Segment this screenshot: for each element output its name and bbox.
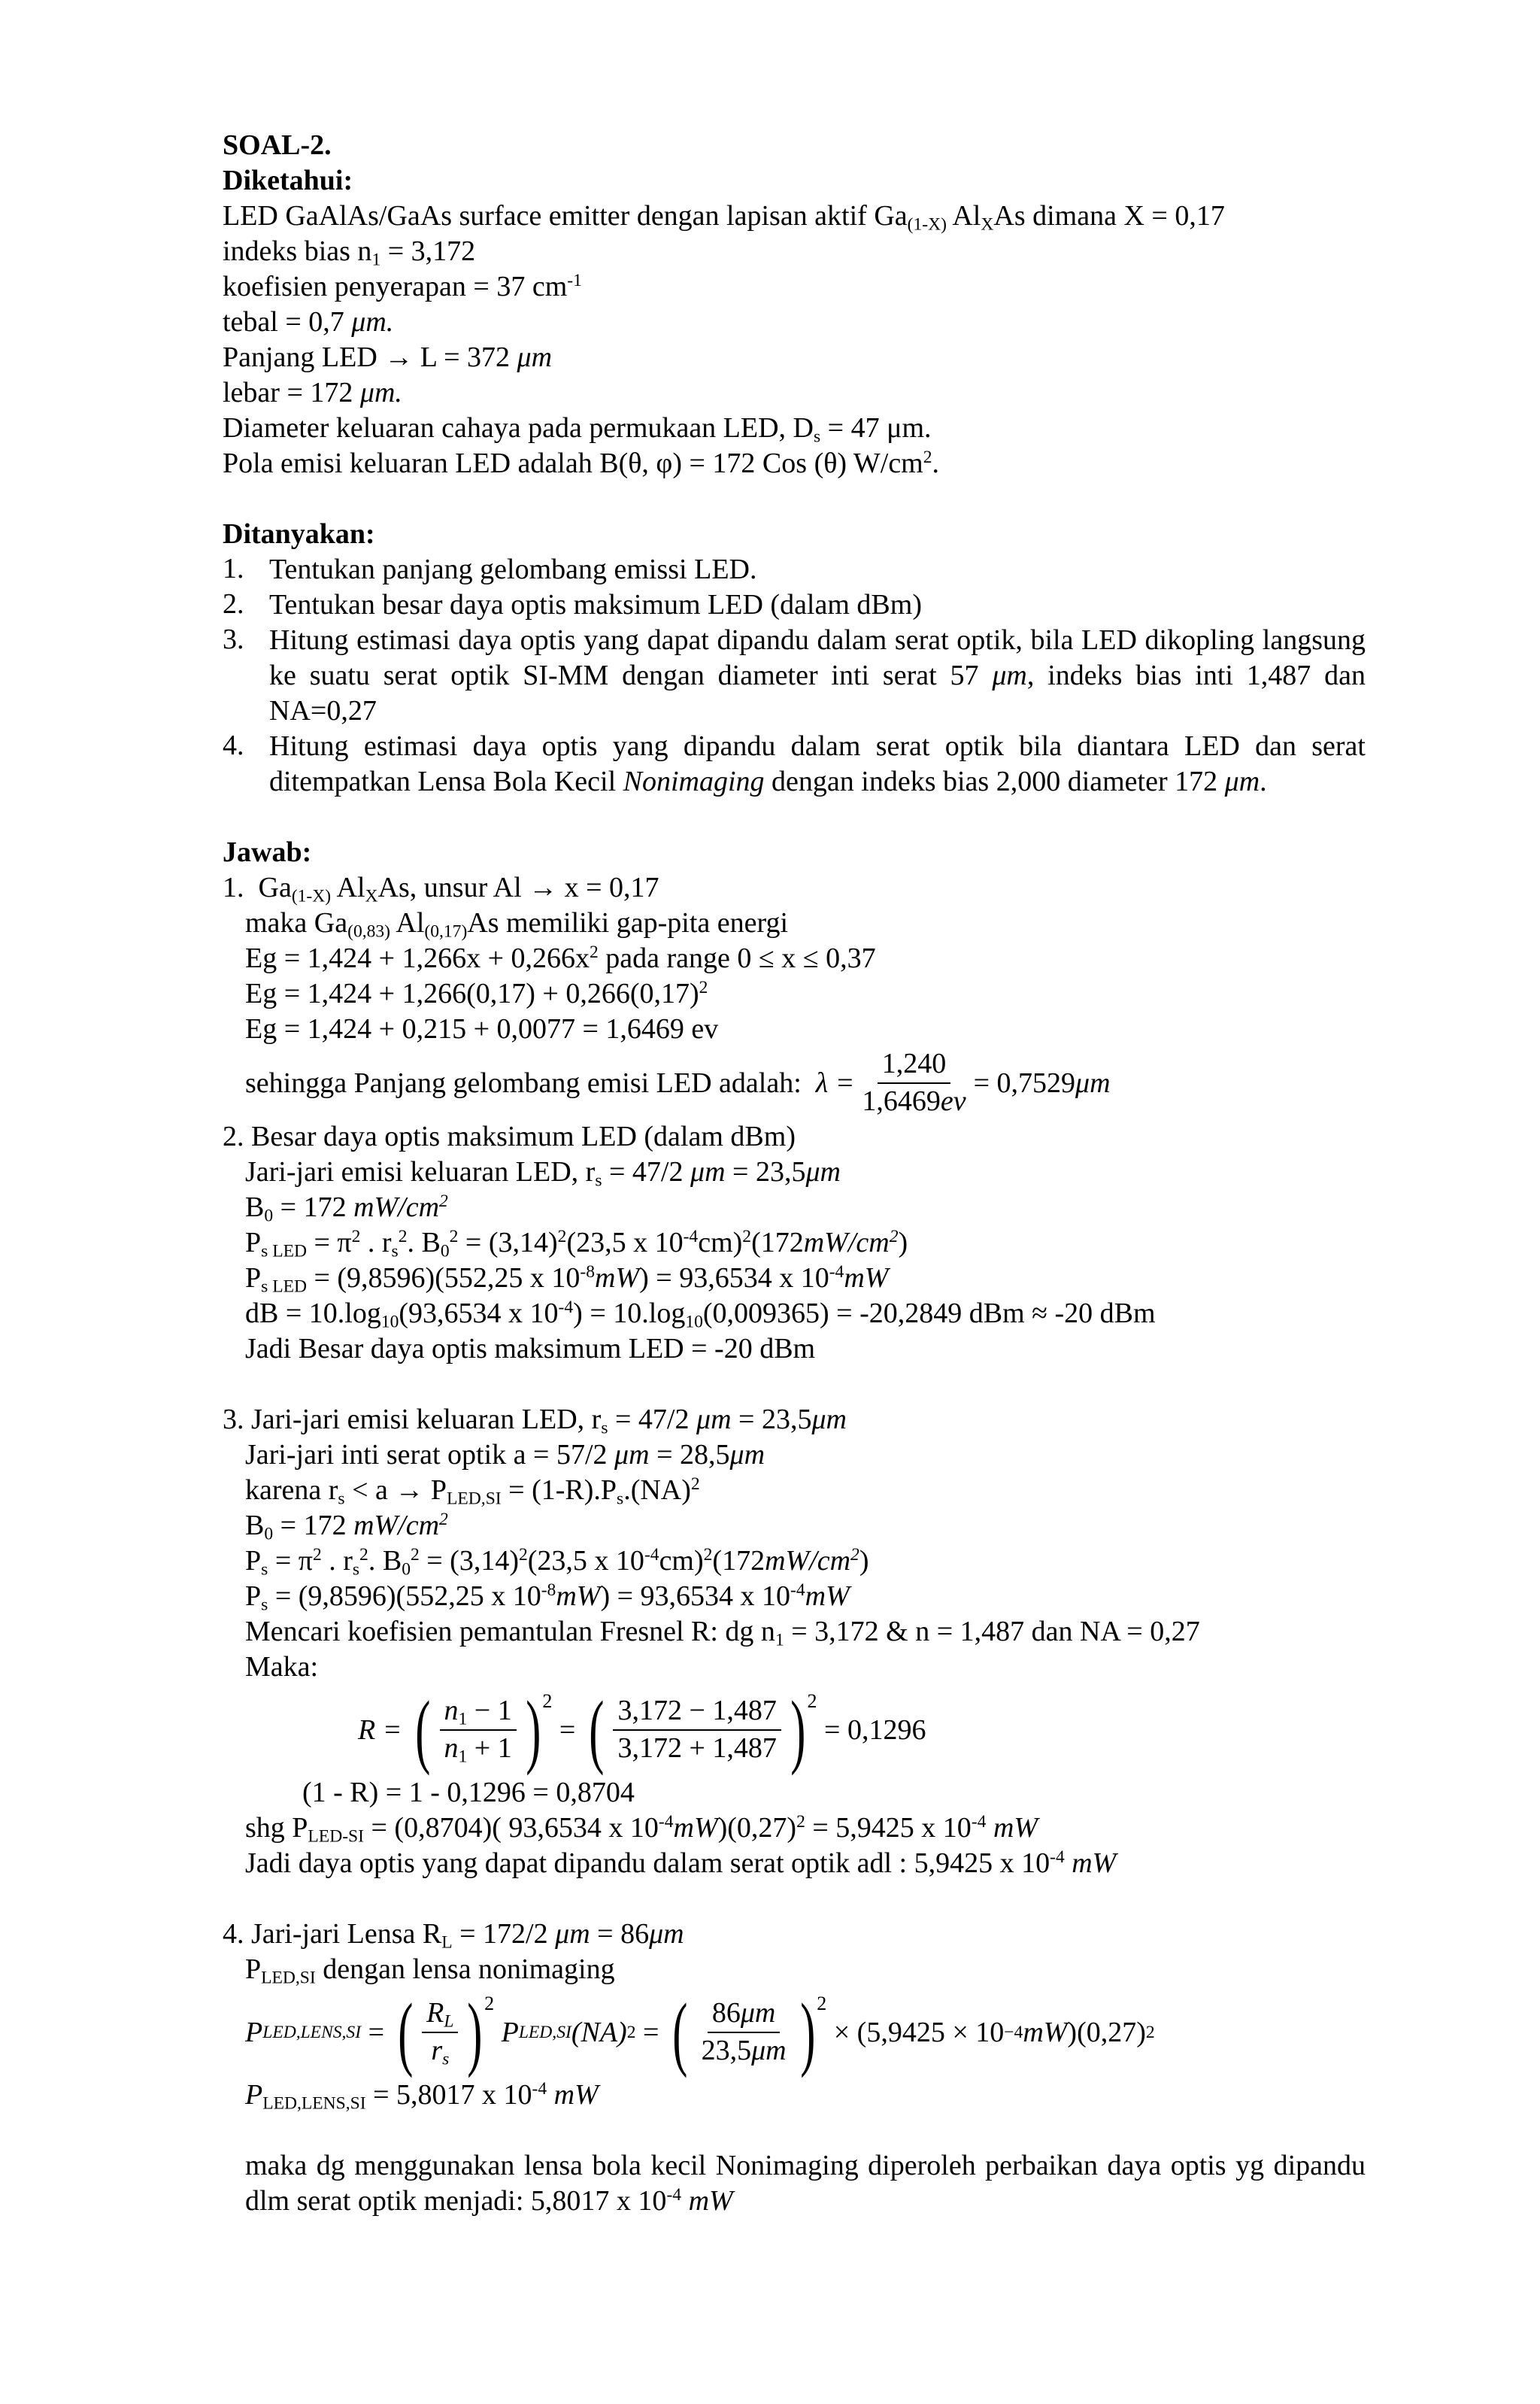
- s3-line-8: Maka:: [245, 1651, 319, 1683]
- given-line-3: koefisien penyerapan = 37 $cm^{-1}$: [223, 271, 582, 302]
- s4-line-1: 4. Jari-jari Lensa $R_L = 172/2$ μm = 86μm: [223, 1918, 684, 1953]
- s4-line-3: $P_{LED,LENS,SI} = 5,8017$ x $10^{-4}$ mW: [245, 2079, 599, 2114]
- s3-line-2: Jari-jari inti serat optik a = 57/2 μm = 28,5μm: [245, 1439, 765, 1471]
- given-line-7: Diameter keluaran cahaya pada permukaan LED, $D_s = 47$ μm.: [223, 412, 932, 447]
- s1-line-2: maka $Ga_{(0,83)}$ $Al_{(0,17)}As$ memiliki gap-pita energi: [245, 907, 788, 942]
- s3-line-10: shg $P_{LED-SI} = (0,8704)$( 93,6534 x $10^{-4}mW)(0,27)^2 = 5,9425$ x $10^{-4}$ mW: [245, 1812, 1038, 1847]
- asked-item-1: 1. Tentukan panjang gelombang emissi LED.: [223, 553, 757, 585]
- s3-line-11: Jadi daya optis yang dapat dipandu dalam serat optik adl : 5,9425 x $10^{-4}$ mW: [245, 1847, 1117, 1879]
- given-line-5: Panjang LED → L = 372 μm: [223, 341, 553, 373]
- s4-conclusion: maka dg menggunakan lensa bola kecil Nonimaging diperoleh perbaikan daya optis yg dipandu dlm serat optik menjadi: 5,8017 x $10^{-4}$ mW: [245, 2150, 1366, 2217]
- asked-heading: Ditanyakan:: [223, 518, 375, 550]
- given-line-6: lebar = 172 μm.: [223, 377, 402, 408]
- s3-line-1: 3. Jari-jari emisi keluaran LED, $r_s = 47/2$ μm = 23,5μm: [223, 1404, 847, 1438]
- given-line-1: LED GaAlAs/GaAs surface emitter dengan lapisan aktif $Ga_{(1-X)}$ $Al_XAs$ dimana X = 0,17: [223, 200, 1225, 235]
- s2-line-4: $P_{s LED} = \pi^2$ . $r_s^2$. $B_0^2 = (3,14)^2(23,5$ x $10^{-4}cm)^2(172mW/cm^2)$: [245, 1227, 908, 1261]
- lens-paren-2: ( $\frac{86\mu m}{23,5\mu m}$ ) 2: [672, 1987, 827, 2078]
- given-line-8: Pola emisi keluaran LED adalah B(θ, φ) = 172 Cos (θ) $W/cm^2$.: [223, 448, 940, 479]
- s1-line-1: 1. $Ga_{(1-X)}$ $Al_XAs$, unsur Al → x = 0,17: [223, 872, 659, 906]
- lens-equation: P LED,LENS,SI = ( $\frac{R_L}{r_s}$ ) 2 P LED,SI (NA) 2 = ( $\frac{86\mu m}{23,5\mu m}$ ) 2 × (5,9425 × 10 −4 mW )(0,27) 2: [245, 1987, 1155, 2078]
- wavelength-fraction: $\frac{1,240}{1,6469ev}$: [862, 1048, 966, 1117]
- given-line-4: tebal = 0,7 μm.: [223, 306, 394, 338]
- s2-line-5: $P_{s LED} = (9,8596)(552,25$ x $10^{-8}mW) = 93,6534$ x $10^{-4}mW$: [245, 1262, 889, 1297]
- s2-line-3: $B_0 = 172$ $mW/cm^2$: [245, 1191, 448, 1226]
- answer-heading: Jawab:: [223, 836, 312, 868]
- given-heading: Diketahui:: [223, 165, 353, 196]
- s1-line-4: $Eg = 1,424 + 1,266(0,17) + 0,266(0,17)^2$: [245, 978, 708, 1009]
- s3-line-6: $P_s = (9,8596)(552,25$ x $10^{-8}mW) = 93,6534$ x $10^{-4}mW$: [245, 1580, 850, 1615]
- asked-item-3: 3. Hitung estimasi daya optis yang dapat dipandu dalam serat optik, bila LED dikopling langsung ke suatu serat optik SI-MM dengan diameter inti serat 57 μm, indeks bias inti 1,487 dan NA=0,27: [223, 624, 1366, 727]
- s4-line-2: $P_{LED,SI}$ dengan lensa nonimaging: [245, 1953, 615, 1988]
- s2-line-7: Jadi Besar daya optis maksimum LED = -20 dBm: [245, 1333, 816, 1364]
- s3-line-9: (1 - R) = 1 - 0,1296 = 0,8704: [302, 1777, 635, 1808]
- lens-paren-1: ( $\frac{R_L}{r_s}$ ) 2: [397, 1987, 495, 2078]
- s1-line-5: Eg = 1,424 + 0,215 + 0,0077 = 1,6469 ev: [245, 1013, 719, 1045]
- s3-line-7: Mencari koefisien pemantulan Fresnel R: dg $n_1 = 3,172$ & n = 1,487 dan NA = 0,27: [245, 1616, 1200, 1650]
- asked-item-4: 4. Hitung estimasi daya optis yang dipandu dalam serat optik bila diantara LED dan serat ditempatkan Lensa Bola Kecil Nonimaging dengan indeks bias 2,000 diameter 172 μm.: [223, 730, 1366, 797]
- given-line-2: indeks bias $n_1 = 3,172$: [223, 235, 476, 270]
- asked-item-2: 2. Tentukan besar daya optis maksimum LED (dalam dBm): [223, 588, 922, 621]
- s2-line-1: 2. Besar daya optis maksimum LED (dalam dBm): [223, 1121, 796, 1152]
- s1-line-3: $Eg = 1,424 + 1,266x + 0,266x^2$ pada range 0 ≤ x ≤ 0,37: [245, 942, 876, 974]
- fresnel-paren-1: ( $\frac{n_1 - 1}{n_1 + 1}$ ) 2: [415, 1684, 553, 1776]
- doc-title: SOAL-2.: [223, 129, 332, 161]
- fresnel-paren-2: ( $\frac{3,172 - 1,487}{3,172 + 1,487}$ ) 2: [589, 1684, 817, 1776]
- s2-line-6: dB = $10.\log_{10}(93,6534$ x $10^{-4}) = 10.\log_{10}(0,009365) = -20,2849$ dBm ≈ -20 dBm: [245, 1298, 1156, 1332]
- s2-line-2: Jari-jari emisi keluaran LED, $r_s = 47/2$ μm = 23,5μm: [245, 1156, 841, 1191]
- s3-line-3: karena $r_s < a \to P_{LED,SI} = (1-R).P_s.(NA)^2$: [245, 1474, 700, 1509]
- s1-wavelength-equation: sehingga Panjang gelombang emisi LED adalah: λ = $\frac{1,240}{1,6469ev}$ = 0,7529 μm: [245, 1048, 1111, 1117]
- document-page: [223, 128, 1366, 2219]
- s3-line-4: $B_0 = 172$ $mW/cm^2$: [245, 1510, 448, 1544]
- s3-line-5: $P_s = \pi^2$ . $r_s^2$. $B_0^2 = (3,14)^2(23,5$ x $10^{-4}cm)^2(172mW/cm^2)$: [245, 1545, 869, 1580]
- fresnel-equation: R = ( $\frac{n_1 - 1}{n_1 + 1}$ ) 2 = ( $\frac{3,172 - 1,487}{3,172 + 1,487}$ ) 2 = 0,1296: [358, 1684, 926, 1776]
